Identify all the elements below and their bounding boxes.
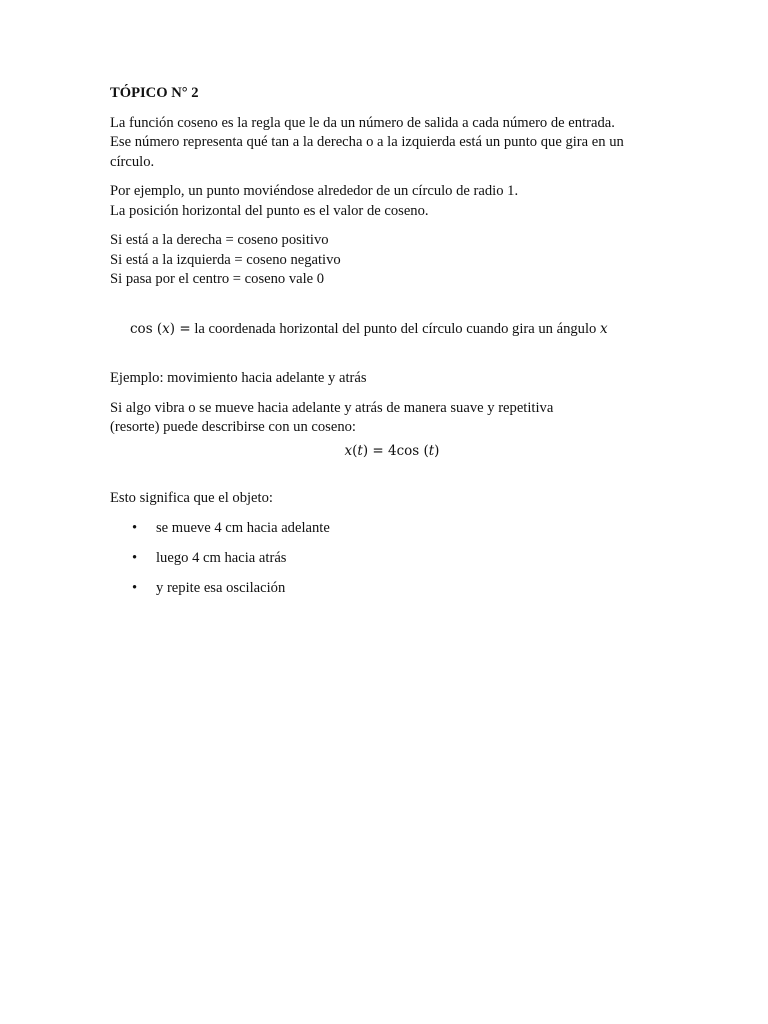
spring-line: Si algo vibra o se mueve hacia adelante y atrás de manera suave y repetitiva bbox=[110, 399, 554, 416]
intro-line: Ese número representa qué tan a la derecha o a la izquierda está un punto que gira en un bbox=[110, 134, 624, 150]
circle-example-paragraph bbox=[110, 182, 670, 221]
equation-text: la coordenada horizontal del punto del círculo cuando gira un ángulo bbox=[194, 320, 597, 337]
list-item-text: luego 4 cm hacia atrás bbox=[156, 549, 287, 566]
list-item-text: y repite esa oscilación bbox=[156, 579, 286, 596]
rule-line: Si pasa por el centro = coseno vale 0 bbox=[110, 271, 325, 287]
circle-example-line: La posición horizontal del punto es el valor de coseno. bbox=[110, 202, 429, 219]
cosine-definition-equation bbox=[130, 320, 670, 340]
bullet-icon: • bbox=[132, 519, 138, 536]
circle-example-line: Por ejemplo, un punto moviéndose alrededor de un círculo de radio 1. bbox=[110, 183, 519, 199]
list-item bbox=[110, 579, 670, 599]
spring-paragraph bbox=[110, 399, 670, 438]
rules-paragraph bbox=[110, 231, 670, 290]
meaning-intro: Esto significa que el objeto: bbox=[110, 490, 273, 506]
formula-equation bbox=[110, 442, 670, 462]
list-item bbox=[110, 549, 670, 569]
intro-paragraph bbox=[110, 114, 670, 173]
equation-lhs: cos (𝑥) = bbox=[130, 320, 191, 337]
equation-variable: 𝑥 bbox=[599, 320, 608, 337]
bullet-icon: • bbox=[132, 579, 138, 596]
formula-text: 𝑥(𝑡) = 4cos (𝑡) bbox=[344, 442, 440, 459]
list-item bbox=[110, 519, 670, 539]
meaning-list bbox=[110, 519, 670, 599]
intro-line: círculo. bbox=[110, 153, 155, 170]
bullet-icon: • bbox=[132, 549, 138, 566]
example-heading: Ejemplo: movimiento hacia adelante y atrás bbox=[110, 370, 367, 386]
list-item-text: se mueve 4 cm hacia adelante bbox=[156, 519, 330, 536]
document-title: TÓPICO N° 2 bbox=[110, 85, 199, 101]
rule-line: Si está a la izquierda = coseno negativo bbox=[110, 251, 341, 268]
spring-line: (resorte) puede describirse con un coseno: bbox=[110, 419, 356, 435]
intro-line: La función coseno es la regla que le da un número de salida a cada número de entrada. bbox=[110, 114, 615, 131]
document-page bbox=[110, 84, 670, 609]
rule-line: Si está a la derecha = coseno positivo bbox=[110, 232, 329, 248]
